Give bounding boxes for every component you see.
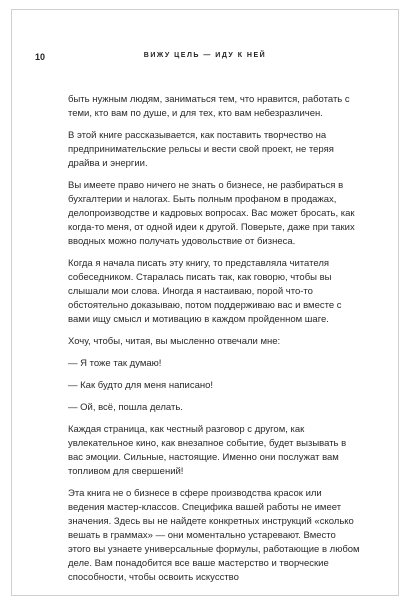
paragraph: Эта книга не о бизнесе в сфере производства красок или ведения мастер-классов. Специфика вашей работы не имеет значения. Здесь вы не найдете конкретных инструкций «сколько вешать в граммах» — они моментально устаревают. Вместо этого вы узнаете универсальные формулы, работающие в любом деле. Вам понадобится все ваше мастерство и творческие способности, чтобы освоить искусство (68, 488, 360, 583)
paragraph: Каждая страница, как честный разговор с другом, как увлекательное кино, как внезапное событие, будет вызывать в вас эмоции. Сильные, настоящие. Именно они послужат вам топливом для свершений! (68, 424, 347, 477)
page-number: 10 (35, 52, 46, 62)
dialog-line: — Ой, всё, пошла делать. (68, 402, 183, 413)
dialog-line: — Как будто для меня написано! (68, 380, 214, 391)
running-title: ВИЖУ ЦЕЛЬ — ИДУ К НЕЙ (143, 52, 267, 59)
book-page (11, 9, 399, 596)
dialog-line: — Я тоже так думаю! (68, 358, 162, 369)
paragraph: быть нужным людям, заниматься тем, что нравится, работать с теми, кто вам по душе, и для тех, кто вам небезразличен. (68, 94, 350, 119)
paragraph: Когда я начала писать эту книгу, то представляла читателя собеседником. Старалась писать так, как говорю, чтобы вы слышали мои слова. Иногда я настаиваю, порой что-то обстоятельно доказываю, потом поддерживаю вас и вместе с вами ищу смысл и мотивацию в каждом пройденном шаге. (68, 258, 342, 325)
paragraph: Вы имеете право ничего не знать о бизнесе, не разбираться в бухгалтерии и налогах. Быть полным профаном в продажах, делопроизводстве и кадровых вопросах. Вас может бросать, как когда-то меня, от одной идеи к другой. Поверьте, даже при таких вводных можно получать удовольствие от бизнеса. (68, 180, 355, 247)
paragraph: Хочу, чтобы, читая, вы мысленно отвечали мне: (68, 336, 281, 347)
body-text (68, 93, 360, 593)
paragraph: В этой книге рассказывается, как поставить творчество на предпринимательские рельсы и вести свой проект, не теряя драйва и энергии. (68, 130, 334, 169)
